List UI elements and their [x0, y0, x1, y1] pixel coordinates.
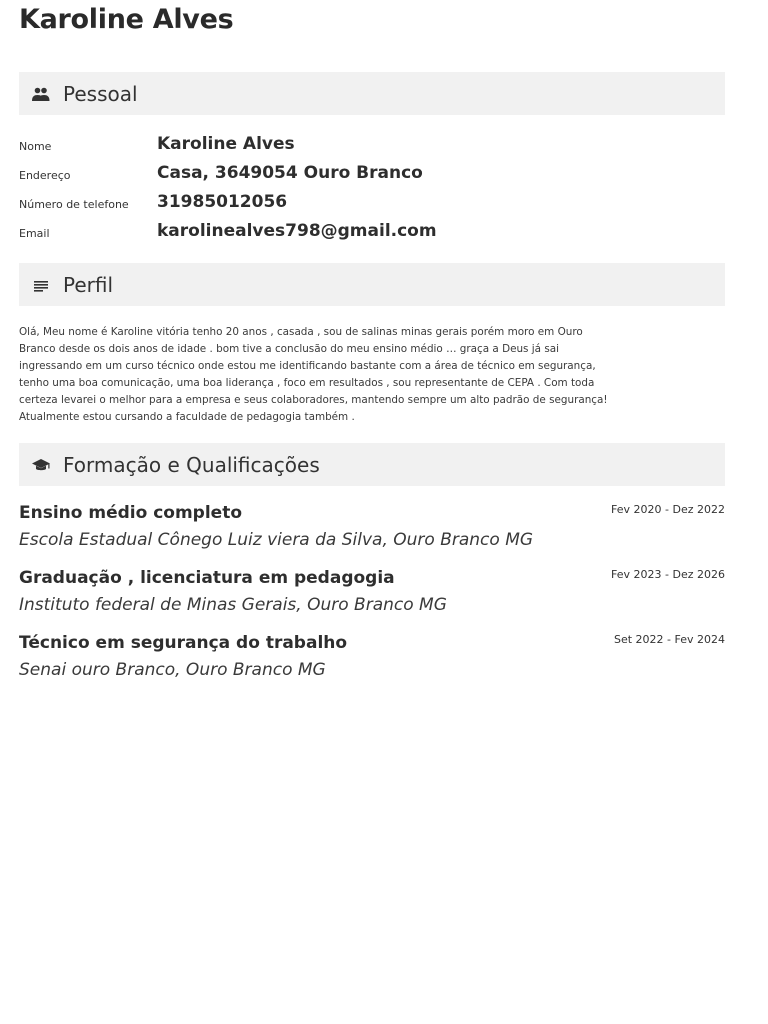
info-value-name: Karoline Alves — [157, 134, 295, 154]
education-school: Escola Estadual Cônego Luiz viera da Silva, Ouro Branco MG — [19, 530, 534, 550]
education-item — [19, 633, 725, 691]
info-row-name — [19, 134, 725, 163]
people-icon — [31, 84, 51, 104]
info-row-email — [19, 221, 725, 250]
info-row-address — [19, 163, 725, 192]
section-header-personal — [19, 72, 725, 115]
education-period: Fev 2020 - Dez 2022 — [611, 503, 725, 516]
section-header-education — [19, 443, 725, 486]
education-degree: Técnico em segurança do trabalho — [19, 633, 348, 653]
education-school: Senai ouro Branco, Ouro Branco MG — [19, 660, 326, 680]
education-item — [19, 503, 725, 561]
profile-summary: Olá, Meu nome é Karoline vitória tenho 20 anos , casada , sou de salinas minas gerais porém moro em Ouro Branco desde os dois anos de idade . bom tive a conclusão do meu ensino médio … graça a Deus já sai ingressando em um curso técnico onde estou me identificando bastante com a área de técnico em segurança, tenho uma boa comunicação, uma boa liderança , foco em resultados , sou representante de CEPA . Com toda certeza levarei o melhor para a empresa e seus colaboradores, mantendo sempre um alto padrão de segurança! Atualmente estou cursando a faculdade de pedagogia também . — [19, 326, 608, 423]
education-period: Fev 2023 - Dez 2026 — [611, 568, 725, 581]
notes-icon — [31, 275, 51, 295]
education-period: Set 2022 - Fev 2024 — [613, 633, 725, 646]
info-label: Email — [19, 227, 50, 240]
info-value-phone: 31985012056 — [157, 192, 288, 212]
info-value-email: karolinealves798@gmail.com — [157, 221, 437, 241]
info-label: Endereço — [19, 169, 71, 182]
info-label: Número de telefone — [19, 198, 129, 211]
section-title-personal: Pessoal — [63, 81, 138, 106]
info-row-phone — [19, 192, 725, 221]
education-item — [19, 568, 725, 626]
page-title: Karoline Alves — [19, 4, 234, 35]
section-header-profile — [19, 263, 725, 306]
education-degree: Graduação , licenciatura em pedagogia — [19, 568, 395, 588]
section-title-profile: Perfil — [63, 272, 114, 297]
graduation-cap-icon — [31, 455, 51, 475]
section-title-education: Formação e Qualificações — [63, 452, 320, 477]
education-degree: Ensino médio completo — [19, 503, 243, 523]
education-school: Instituto federal de Minas Gerais, Ouro Branco MG — [19, 595, 447, 615]
info-label: Nome — [19, 140, 52, 153]
info-value-address: Casa, 3649054 Ouro Branco — [157, 163, 423, 183]
